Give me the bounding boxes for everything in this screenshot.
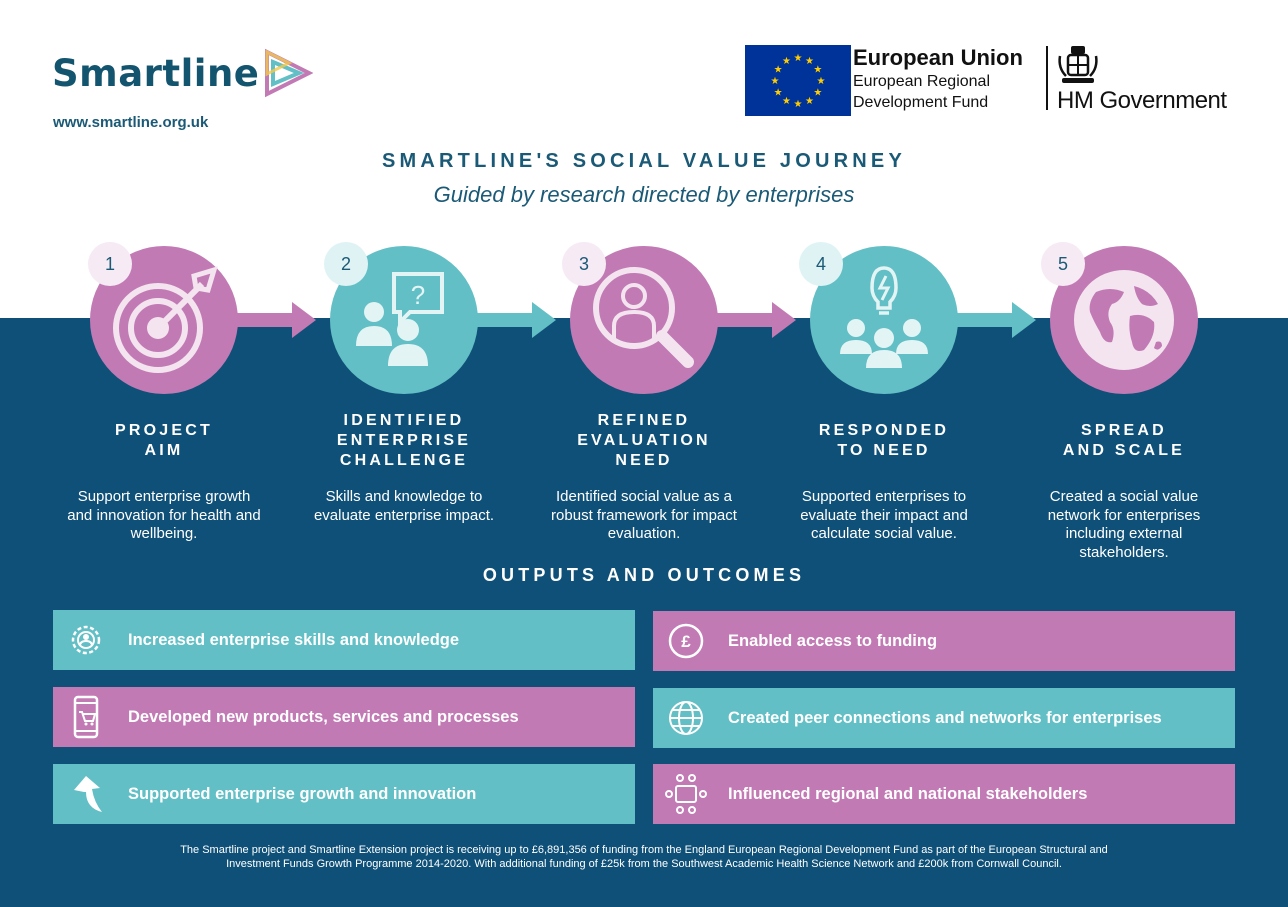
step-3-badge: 3 xyxy=(562,242,606,286)
footnote-line-1: The Smartline project and Smartline Extension project is receiving up to £6,891,356 of funding from the England European Regional Development Fund as part of the European Structural and xyxy=(180,844,1108,856)
eu-star: ★ xyxy=(782,95,791,107)
step-3-title-line: EVALUATION xyxy=(577,432,711,449)
step-arrow-3 xyxy=(712,313,796,327)
step-5-badge: 5 xyxy=(1041,242,1085,286)
output-item-stakeholders xyxy=(653,764,1235,824)
step-3-title xyxy=(544,411,744,471)
output-item-networks xyxy=(653,688,1235,748)
footnote-line-2: Investment Funds Growth Programme 2014-2020. With additional funding of £25k from the Southwest Academic Health Science Network and £200k from Cornwall Council. xyxy=(226,858,1062,870)
step-2-title-line: IDENTIFIED xyxy=(343,412,465,429)
globe-network-icon xyxy=(653,688,719,748)
step-5-title-line: SPREAD xyxy=(1081,422,1167,439)
eu-star: ★ xyxy=(773,87,783,99)
svg-text:£: £ xyxy=(681,632,691,651)
output-item-funding xyxy=(653,611,1235,671)
step-2-badge: 2 xyxy=(324,242,368,286)
step-1-description: Support enterprise growth and innovation for health and wellbeing. xyxy=(67,488,261,542)
step-arrow-1 xyxy=(232,313,316,327)
royal-crest-icon xyxy=(1056,44,1100,86)
svg-text:?: ? xyxy=(410,280,426,310)
eu-star: ★ xyxy=(770,76,780,87)
eu-star: ★ xyxy=(813,64,823,76)
step-5-title xyxy=(1024,421,1224,461)
step-3-title-line: REFINED xyxy=(597,412,691,429)
page-subtitle: Guided by research directed by enterprises xyxy=(433,182,855,207)
outputs-title: OUTPUTS AND OUTCOMES xyxy=(482,565,806,585)
meeting-table-icon xyxy=(653,764,719,824)
step-2-title-line: ENTERPRISE xyxy=(336,432,472,449)
step-arrow-4 xyxy=(952,313,1036,327)
step-1-title-line: PROJECT xyxy=(115,422,213,439)
step-3-description: Identified social value as a robust framework for impact evaluation. xyxy=(551,488,737,542)
step-4-description: Supported enterprises to evaluate their impact and calculate social value. xyxy=(800,488,968,542)
eu-star: ★ xyxy=(805,56,814,68)
eu-star: ★ xyxy=(816,76,826,87)
website-link[interactable]: www.smartline.org.uk xyxy=(53,114,209,131)
eu-flag-icon xyxy=(745,45,851,116)
gear-head-icon xyxy=(53,610,119,670)
output-item-products xyxy=(53,687,635,747)
smartline-logo[interactable] xyxy=(52,48,313,98)
output-label: Enabled access to funding xyxy=(728,631,938,650)
eu-star: ★ xyxy=(793,53,803,64)
header-divider xyxy=(1046,46,1048,110)
eu-title: European Union xyxy=(853,45,1023,70)
step-arrow-2 xyxy=(472,313,556,327)
output-label: Supported enterprise growth and innovation xyxy=(128,784,477,803)
logo-play-icon xyxy=(263,48,313,98)
step-1-title-line: AIM xyxy=(144,442,184,459)
eu-funding-text xyxy=(853,45,1043,113)
funding-footnote xyxy=(60,843,1228,871)
output-label: Developed new products, services and processes xyxy=(128,707,519,726)
step-4-title-line: TO NEED xyxy=(837,442,931,459)
output-label: Created peer connections and networks for enterprises xyxy=(728,708,1162,727)
eu-star: ★ xyxy=(782,56,791,68)
up-arrow-icon xyxy=(53,764,119,824)
output-label: Influenced regional and national stakeholders xyxy=(728,784,1088,803)
step-1-badge: 1 xyxy=(88,242,132,286)
step-3-title-line: NEED xyxy=(615,452,673,469)
step-5-title-line: AND SCALE xyxy=(1062,442,1186,459)
eu-star: ★ xyxy=(793,99,803,110)
step-1-title xyxy=(64,421,264,461)
step-2-title xyxy=(304,411,504,471)
logo-text: Smartline xyxy=(52,51,260,95)
step-2-description: Skills and knowledge to evaluate enterprise impact. xyxy=(313,488,495,524)
eu-line-2: Development Fund xyxy=(853,94,989,111)
step-4-badge: 4 xyxy=(799,242,843,286)
step-5-description: Created a social value network for enterprises including external stakeholders. xyxy=(1047,488,1201,561)
eu-line-1: European Regional xyxy=(853,73,990,90)
step-4-title-line: RESPONDED xyxy=(818,422,950,439)
pound-coin-icon xyxy=(653,611,719,671)
output-item-skills xyxy=(53,610,635,670)
eu-star: ★ xyxy=(805,95,814,107)
output-item-growth xyxy=(53,764,635,824)
step-4-title xyxy=(784,421,984,461)
output-label: Increased enterprise skills and knowledge xyxy=(128,630,460,649)
page-title: SMARTLINE'S SOCIAL VALUE JOURNEY xyxy=(381,150,906,172)
step-2-title-line: CHALLENGE xyxy=(339,452,469,469)
hm-government-text: HM Government xyxy=(1057,87,1227,114)
phone-cart-icon xyxy=(53,687,119,747)
eu-star: ★ xyxy=(773,64,783,76)
eu-star: ★ xyxy=(813,87,823,99)
